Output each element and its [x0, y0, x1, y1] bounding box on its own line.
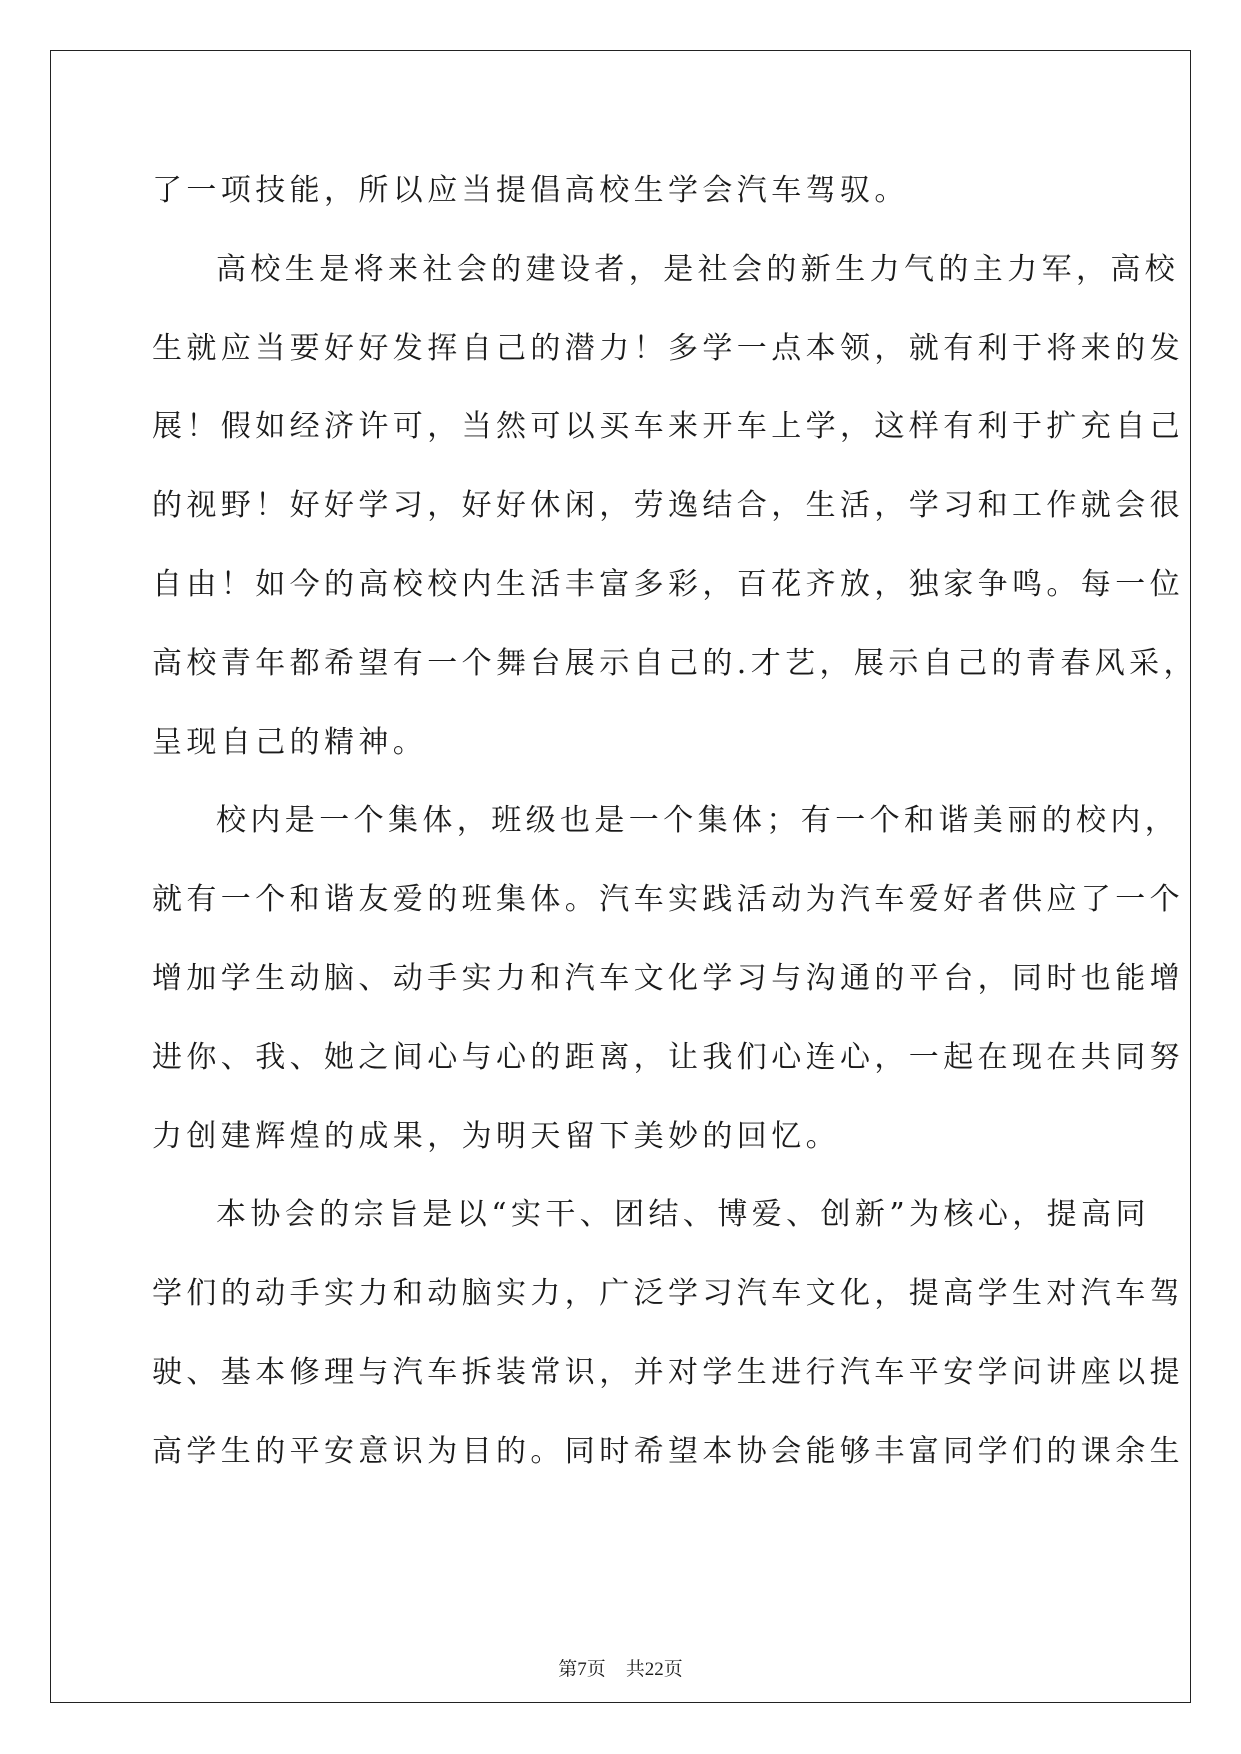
text-line: 进你、我、她之间心与心的距离，让我们心连心，一起在现在共同努 — [152, 1039, 1184, 1075]
paragraph — [152, 152, 1092, 231]
footer-total-prefix: 共 — [625, 1658, 645, 1680]
page-footer — [0, 1657, 1241, 1682]
document-body — [152, 152, 1198, 1492]
footer-total-suffix: 页 — [663, 1658, 683, 1680]
text-line: 力创建辉煌的成果，为明天留下美妙的回忆。 — [152, 1118, 840, 1154]
text-line: 生就应当要好好发挥自己的潜力！多学一点本领，就有利于将来的发 — [152, 330, 1184, 366]
text-line: 驶、基本修理与汽车拆装常识，并对学生进行汽车平安学问讲座以提 — [152, 1354, 1184, 1390]
text-line: 的视野！好好学习，好好休闲，劳逸结合，生活，学习和工作就会很 — [152, 488, 1184, 524]
text-line: 本协会的宗旨是以“实干、团结、博爱、创新”为核心，提高同 — [216, 1197, 1150, 1233]
text-line: 高校生是将来社会的建设者，是社会的新生力气的主力军，高校 — [216, 251, 1180, 287]
paragraph — [152, 1176, 1184, 1491]
footer-page-number: 7 — [577, 1659, 587, 1680]
footer-total-pages: 22 — [644, 1659, 664, 1680]
paragraph — [152, 782, 1184, 1176]
text-line: 高学生的平安意识为目的。同时希望本协会能够丰富同学们的课余生 — [152, 1433, 1184, 1469]
footer-page-prefix: 第 — [558, 1658, 578, 1680]
text-line: 展！假如经济许可，当然可以买车来开车上学，这样有利于扩充自己 — [152, 409, 1184, 445]
text-line: 自由！如今的高校校内生活丰富多彩，百花齐放，独家争鸣。每一位 — [152, 566, 1184, 602]
text-line: 了一项技能，所以应当提倡高校生学会汽车驾驭。 — [152, 173, 909, 208]
text-line: 呈现自己的精神。 — [152, 724, 428, 760]
paragraph — [152, 231, 1198, 783]
text-line: 校内是一个集体，班级也是一个集体；有一个和谐美丽的校内， — [216, 803, 1180, 839]
text-line: 增加学生动脑、动手实力和汽车文化学习与沟通的平台，同时也能增 — [152, 960, 1184, 996]
footer-page-suffix: 页 — [586, 1658, 606, 1680]
text-line: 高校青年都希望有一个舞台展示自己的.才艺，展示自己的青春风采， — [152, 645, 1198, 681]
text-line: 学们的动手实力和动脑实力，广泛学习汽车文化，提高学生对汽车驾 — [152, 1276, 1184, 1312]
text-line: 就有一个和谐友爱的班集体。汽车实践活动为汽车爱好者供应了一个 — [152, 882, 1184, 918]
